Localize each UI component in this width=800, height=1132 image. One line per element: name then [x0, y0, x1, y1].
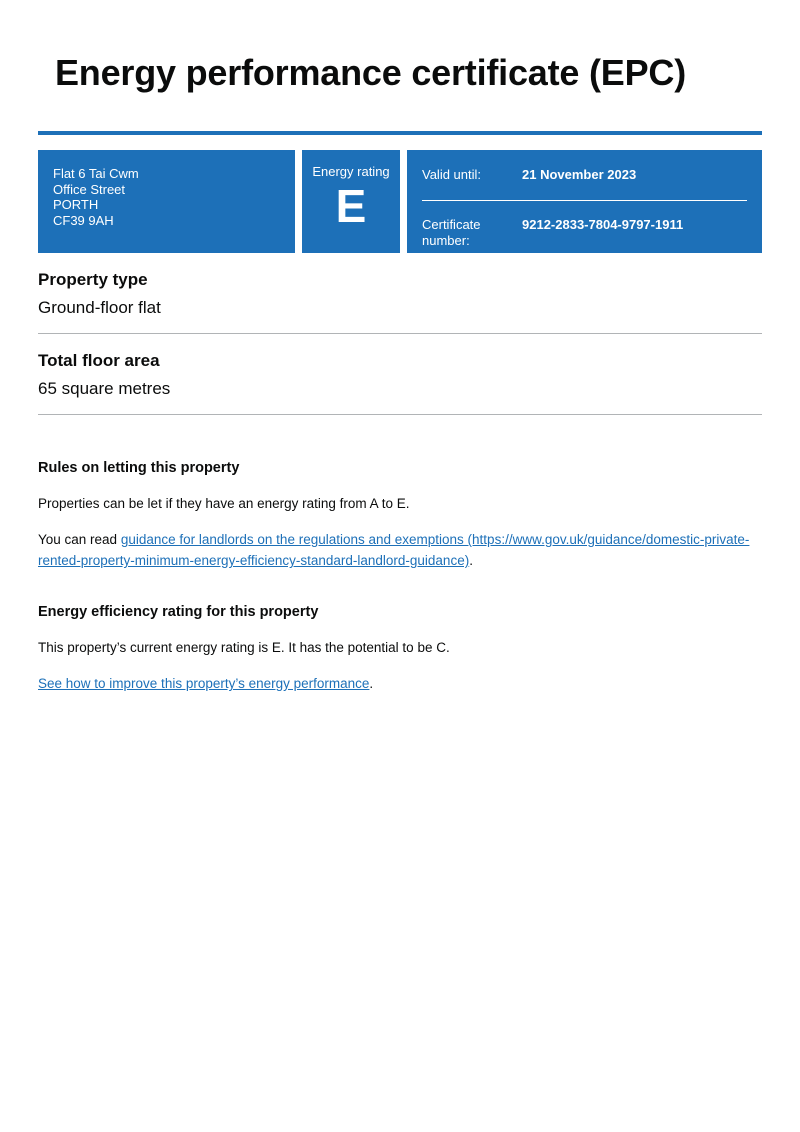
rules-section-heading: Rules on letting this property [38, 460, 240, 476]
validity-box [407, 150, 762, 253]
valid-until-label: Valid until: [422, 167, 482, 182]
guidance-paragraph [38, 529, 762, 571]
title-divider [38, 131, 762, 135]
certificate-number-value: 9212-2833-7804-9797-1911 [522, 217, 684, 232]
energy-rating-label: Energy rating [312, 164, 390, 179]
valid-until-value: 21 November 2023 [522, 167, 637, 182]
improve-paragraph [38, 673, 762, 694]
validity-divider [422, 200, 747, 201]
valid-until-row [422, 167, 747, 183]
page-title: Energy performance certificate (EPC) [55, 52, 687, 93]
energy-rating-box [302, 150, 400, 253]
floor-area-value: 65 square metres [38, 379, 171, 398]
certificate-number-row [422, 217, 747, 249]
floor-area-row [38, 334, 762, 415]
address-line-1: Flat 6 Tai Cwm [53, 166, 139, 181]
energy-rating-value: E [335, 180, 367, 232]
property-type-row [38, 253, 762, 334]
floor-area-label: Total floor area [38, 351, 160, 370]
rating-section-heading: Energy efficiency rating for this property [38, 604, 319, 620]
guidance-text-suffix: . [469, 553, 473, 568]
address-line-3: PORTH [53, 197, 99, 212]
property-address [38, 150, 295, 253]
epc-document [0, 50, 800, 694]
certificate-number-label: Certificate number: [422, 217, 481, 248]
improve-text-suffix: . [369, 676, 374, 691]
address-line-4: CF39 9AH [53, 212, 114, 228]
landlord-guidance-link[interactable]: guidance for landlords on the regulations and exemptions (https://www.gov.uk/guidance/domestic-private-rented-property-minimum-energy-efficiency-standard-landlord-guidance) [38, 532, 750, 568]
certificate-banner [38, 150, 762, 253]
guidance-text-prefix: You can read [38, 532, 121, 547]
rules-paragraph: Properties can be let if they have an energy rating from A to E. [38, 496, 410, 511]
improve-performance-link[interactable]: See how to improve this property’s energy performance [38, 676, 370, 691]
rating-paragraph: This property’s current energy rating is E. It has the potential to be C. [38, 640, 450, 655]
address-line-2: Office Street [53, 181, 126, 197]
property-type-value: Ground-floor flat [38, 298, 161, 317]
property-type-label: Property type [38, 270, 148, 289]
